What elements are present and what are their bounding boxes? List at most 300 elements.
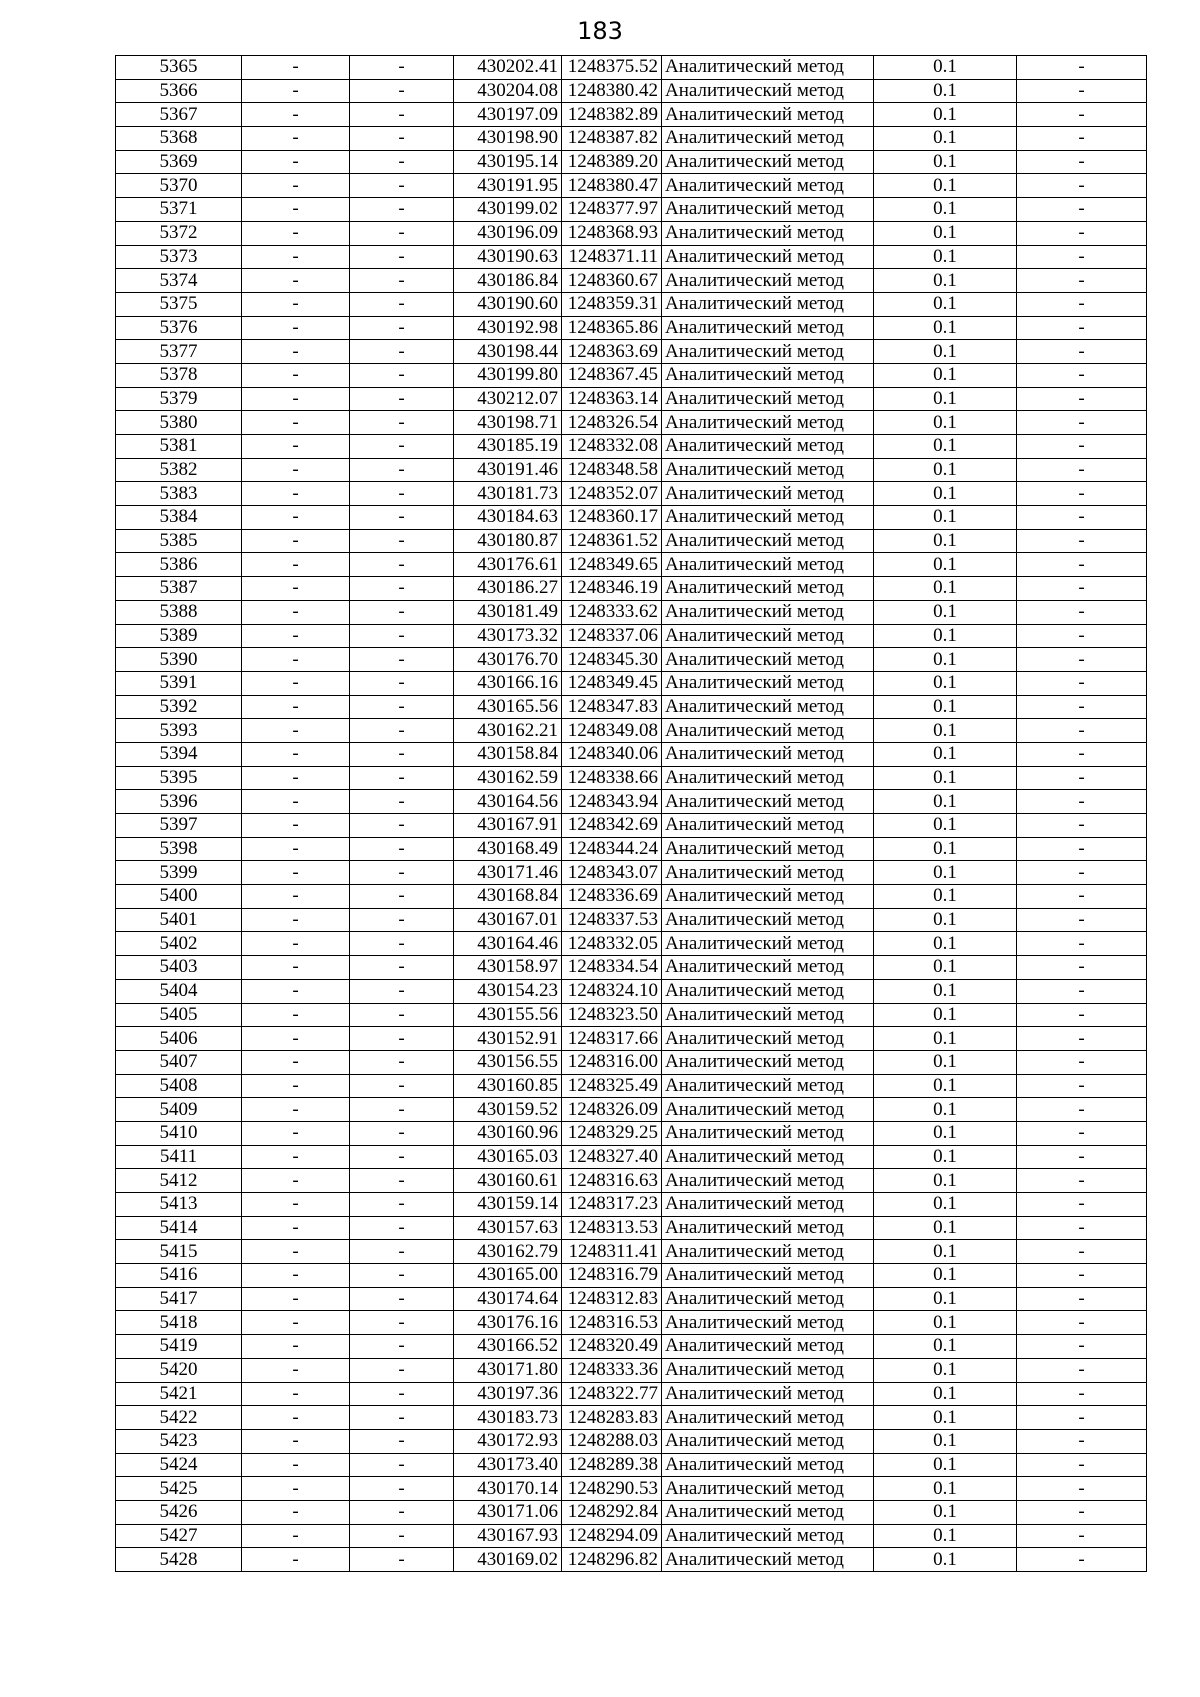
dash-cell: -	[350, 766, 454, 790]
y-coordinate-cell: 1248317.66	[562, 1027, 662, 1051]
method-cell: Аналитический метод	[662, 742, 874, 766]
dash-cell: -	[242, 482, 350, 506]
table-row	[116, 1429, 1147, 1453]
y-coordinate-cell: 1248340.06	[562, 742, 662, 766]
method-cell: Аналитический метод	[662, 363, 874, 387]
accuracy-cell: 0.1	[874, 1027, 1017, 1051]
accuracy-cell: 0.1	[874, 506, 1017, 530]
method-cell: Аналитический метод	[662, 482, 874, 506]
accuracy-cell: 0.1	[874, 932, 1017, 956]
method-cell: Аналитический метод	[662, 1074, 874, 1098]
x-coordinate-cell: 430190.63	[454, 245, 562, 269]
point-number-cell: 5413	[116, 1193, 242, 1217]
dash-cell: -	[350, 1121, 454, 1145]
dash-cell: -	[1017, 1429, 1147, 1453]
dash-cell: -	[1017, 1027, 1147, 1051]
x-coordinate-cell: 430165.03	[454, 1145, 562, 1169]
method-cell: Аналитический метод	[662, 1240, 874, 1264]
accuracy-cell: 0.1	[874, 979, 1017, 1003]
dash-cell: -	[1017, 56, 1147, 80]
accuracy-cell: 0.1	[874, 1453, 1017, 1477]
accuracy-cell: 0.1	[874, 861, 1017, 885]
x-coordinate-cell: 430167.01	[454, 908, 562, 932]
table-row	[116, 695, 1147, 719]
x-coordinate-cell: 430176.61	[454, 553, 562, 577]
method-cell: Аналитический метод	[662, 1500, 874, 1524]
dash-cell: -	[242, 1500, 350, 1524]
dash-cell: -	[350, 624, 454, 648]
y-coordinate-cell: 1248294.09	[562, 1524, 662, 1548]
dash-cell: -	[350, 435, 454, 459]
accuracy-cell: 0.1	[874, 529, 1017, 553]
dash-cell: -	[1017, 956, 1147, 980]
y-coordinate-cell: 1248323.50	[562, 1003, 662, 1027]
accuracy-cell: 0.1	[874, 482, 1017, 506]
x-coordinate-cell: 430162.21	[454, 719, 562, 743]
point-number-cell: 5407	[116, 1050, 242, 1074]
accuracy-cell: 0.1	[874, 1240, 1017, 1264]
method-cell: Аналитический метод	[662, 814, 874, 838]
point-number-cell: 5388	[116, 600, 242, 624]
method-cell: Аналитический метод	[662, 695, 874, 719]
dash-cell: -	[242, 103, 350, 127]
x-coordinate-cell: 430191.95	[454, 174, 562, 198]
dash-cell: -	[1017, 624, 1147, 648]
dash-cell: -	[242, 363, 350, 387]
table-row	[116, 624, 1147, 648]
table-row	[116, 1548, 1147, 1572]
dash-cell: -	[242, 292, 350, 316]
dash-cell: -	[1017, 127, 1147, 151]
y-coordinate-cell: 1248342.69	[562, 814, 662, 838]
y-coordinate-cell: 1248371.11	[562, 245, 662, 269]
dash-cell: -	[1017, 766, 1147, 790]
accuracy-cell: 0.1	[874, 1382, 1017, 1406]
x-coordinate-cell: 430181.73	[454, 482, 562, 506]
dash-cell: -	[1017, 1311, 1147, 1335]
dash-cell: -	[1017, 885, 1147, 909]
point-number-cell: 5408	[116, 1074, 242, 1098]
point-number-cell: 5392	[116, 695, 242, 719]
x-coordinate-cell: 430155.56	[454, 1003, 562, 1027]
point-number-cell: 5427	[116, 1524, 242, 1548]
table-row	[116, 1169, 1147, 1193]
accuracy-cell: 0.1	[874, 411, 1017, 435]
x-coordinate-cell: 430180.87	[454, 529, 562, 553]
x-coordinate-cell: 430159.14	[454, 1193, 562, 1217]
y-coordinate-cell: 1248332.05	[562, 932, 662, 956]
point-number-cell: 5428	[116, 1548, 242, 1572]
point-number-cell: 5379	[116, 387, 242, 411]
point-number-cell: 5417	[116, 1287, 242, 1311]
point-number-cell: 5400	[116, 885, 242, 909]
dash-cell: -	[1017, 577, 1147, 601]
dash-cell: -	[350, 837, 454, 861]
point-number-cell: 5422	[116, 1406, 242, 1430]
accuracy-cell: 0.1	[874, 1216, 1017, 1240]
dash-cell: -	[350, 648, 454, 672]
dash-cell: -	[1017, 506, 1147, 530]
accuracy-cell: 0.1	[874, 269, 1017, 293]
point-number-cell: 5412	[116, 1169, 242, 1193]
dash-cell: -	[242, 1169, 350, 1193]
accuracy-cell: 0.1	[874, 908, 1017, 932]
accuracy-cell: 0.1	[874, 624, 1017, 648]
x-coordinate-cell: 430164.46	[454, 932, 562, 956]
dash-cell: -	[242, 1311, 350, 1335]
method-cell: Аналитический метод	[662, 553, 874, 577]
table-row	[116, 458, 1147, 482]
dash-cell: -	[350, 1382, 454, 1406]
accuracy-cell: 0.1	[874, 1500, 1017, 1524]
dash-cell: -	[1017, 411, 1147, 435]
dash-cell: -	[350, 1453, 454, 1477]
table-row	[116, 1240, 1147, 1264]
dash-cell: -	[350, 292, 454, 316]
dash-cell: -	[350, 1335, 454, 1359]
dash-cell: -	[242, 1524, 350, 1548]
accuracy-cell: 0.1	[874, 1358, 1017, 1382]
y-coordinate-cell: 1248367.45	[562, 363, 662, 387]
accuracy-cell: 0.1	[874, 340, 1017, 364]
method-cell: Аналитический метод	[662, 1477, 874, 1501]
dash-cell: -	[242, 624, 350, 648]
y-coordinate-cell: 1248338.66	[562, 766, 662, 790]
dash-cell: -	[242, 506, 350, 530]
x-coordinate-cell: 430181.49	[454, 600, 562, 624]
accuracy-cell: 0.1	[874, 1145, 1017, 1169]
accuracy-cell: 0.1	[874, 56, 1017, 80]
x-coordinate-cell: 430165.00	[454, 1264, 562, 1288]
method-cell: Аналитический метод	[662, 1193, 874, 1217]
table-row	[116, 245, 1147, 269]
dash-cell: -	[350, 1264, 454, 1288]
point-number-cell: 5385	[116, 529, 242, 553]
dash-cell: -	[242, 316, 350, 340]
table-row	[116, 932, 1147, 956]
y-coordinate-cell: 1248377.97	[562, 198, 662, 222]
dash-cell: -	[1017, 1500, 1147, 1524]
table-row	[116, 861, 1147, 885]
dash-cell: -	[350, 577, 454, 601]
dash-cell: -	[242, 1145, 350, 1169]
y-coordinate-cell: 1248336.69	[562, 885, 662, 909]
accuracy-cell: 0.1	[874, 814, 1017, 838]
y-coordinate-cell: 1248337.06	[562, 624, 662, 648]
dash-cell: -	[1017, 814, 1147, 838]
dash-cell: -	[242, 458, 350, 482]
point-number-cell: 5397	[116, 814, 242, 838]
dash-cell: -	[1017, 932, 1147, 956]
method-cell: Аналитический метод	[662, 1264, 874, 1288]
x-coordinate-cell: 430154.23	[454, 979, 562, 1003]
y-coordinate-cell: 1248327.40	[562, 1145, 662, 1169]
point-number-cell: 5394	[116, 742, 242, 766]
y-coordinate-cell: 1248360.67	[562, 269, 662, 293]
dash-cell: -	[242, 1193, 350, 1217]
method-cell: Аналитический метод	[662, 150, 874, 174]
point-number-cell: 5414	[116, 1216, 242, 1240]
point-number-cell: 5390	[116, 648, 242, 672]
y-coordinate-cell: 1248288.03	[562, 1429, 662, 1453]
dash-cell: -	[1017, 1335, 1147, 1359]
dash-cell: -	[350, 1287, 454, 1311]
point-number-cell: 5368	[116, 127, 242, 151]
accuracy-cell: 0.1	[874, 790, 1017, 814]
dash-cell: -	[350, 790, 454, 814]
method-cell: Аналитический метод	[662, 790, 874, 814]
table-row	[116, 411, 1147, 435]
method-cell: Аналитический метод	[662, 1453, 874, 1477]
accuracy-cell: 0.1	[874, 316, 1017, 340]
point-number-cell: 5378	[116, 363, 242, 387]
dash-cell: -	[1017, 221, 1147, 245]
table-row	[116, 1003, 1147, 1027]
point-number-cell: 5374	[116, 269, 242, 293]
dash-cell: -	[242, 979, 350, 1003]
dash-cell: -	[350, 56, 454, 80]
table-row	[116, 979, 1147, 1003]
point-number-cell: 5418	[116, 1311, 242, 1335]
point-number-cell: 5387	[116, 577, 242, 601]
dash-cell: -	[1017, 1074, 1147, 1098]
dash-cell: -	[350, 340, 454, 364]
x-coordinate-cell: 430170.14	[454, 1477, 562, 1501]
point-number-cell: 5395	[116, 766, 242, 790]
x-coordinate-cell: 430199.80	[454, 363, 562, 387]
y-coordinate-cell: 1248387.82	[562, 127, 662, 151]
dash-cell: -	[242, 553, 350, 577]
y-coordinate-cell: 1248349.65	[562, 553, 662, 577]
dash-cell: -	[350, 908, 454, 932]
method-cell: Аналитический метод	[662, 1358, 874, 1382]
table-row	[116, 742, 1147, 766]
method-cell: Аналитический метод	[662, 1121, 874, 1145]
dash-cell: -	[1017, 292, 1147, 316]
accuracy-cell: 0.1	[874, 671, 1017, 695]
method-cell: Аналитический метод	[662, 1287, 874, 1311]
dash-cell: -	[1017, 1477, 1147, 1501]
accuracy-cell: 0.1	[874, 885, 1017, 909]
method-cell: Аналитический метод	[662, 766, 874, 790]
y-coordinate-cell: 1248322.77	[562, 1382, 662, 1406]
dash-cell: -	[242, 600, 350, 624]
x-coordinate-cell: 430173.32	[454, 624, 562, 648]
point-number-cell: 5423	[116, 1429, 242, 1453]
dash-cell: -	[350, 174, 454, 198]
x-coordinate-cell: 430171.80	[454, 1358, 562, 1382]
dash-cell: -	[242, 174, 350, 198]
x-coordinate-cell: 430165.56	[454, 695, 562, 719]
dash-cell: -	[242, 648, 350, 672]
point-number-cell: 5415	[116, 1240, 242, 1264]
x-coordinate-cell: 430160.96	[454, 1121, 562, 1145]
dash-cell: -	[242, 1050, 350, 1074]
method-cell: Аналитический метод	[662, 1524, 874, 1548]
accuracy-cell: 0.1	[874, 553, 1017, 577]
accuracy-cell: 0.1	[874, 1548, 1017, 1572]
accuracy-cell: 0.1	[874, 435, 1017, 459]
y-coordinate-cell: 1248316.00	[562, 1050, 662, 1074]
y-coordinate-cell: 1248316.53	[562, 1311, 662, 1335]
point-number-cell: 5373	[116, 245, 242, 269]
method-cell: Аналитический метод	[662, 1216, 874, 1240]
dash-cell: -	[350, 150, 454, 174]
table-row	[116, 956, 1147, 980]
x-coordinate-cell: 430166.16	[454, 671, 562, 695]
table-row	[116, 648, 1147, 672]
accuracy-cell: 0.1	[874, 363, 1017, 387]
accuracy-cell: 0.1	[874, 837, 1017, 861]
accuracy-cell: 0.1	[874, 1524, 1017, 1548]
accuracy-cell: 0.1	[874, 600, 1017, 624]
method-cell: Аналитический метод	[662, 1311, 874, 1335]
dash-cell: -	[242, 150, 350, 174]
y-coordinate-cell: 1248349.08	[562, 719, 662, 743]
x-coordinate-cell: 430160.61	[454, 1169, 562, 1193]
dash-cell: -	[1017, 435, 1147, 459]
dash-cell: -	[1017, 861, 1147, 885]
dash-cell: -	[350, 1358, 454, 1382]
dash-cell: -	[242, 1358, 350, 1382]
method-cell: Аналитический метод	[662, 648, 874, 672]
x-coordinate-cell: 430197.36	[454, 1382, 562, 1406]
table-row	[116, 482, 1147, 506]
y-coordinate-cell: 1248290.53	[562, 1477, 662, 1501]
y-coordinate-cell: 1248348.58	[562, 458, 662, 482]
dash-cell: -	[1017, 1287, 1147, 1311]
dash-cell: -	[1017, 174, 1147, 198]
point-number-cell: 5365	[116, 56, 242, 80]
x-coordinate-cell: 430197.09	[454, 103, 562, 127]
y-coordinate-cell: 1248312.83	[562, 1287, 662, 1311]
method-cell: Аналитический метод	[662, 269, 874, 293]
dash-cell: -	[350, 1500, 454, 1524]
x-coordinate-cell: 430196.09	[454, 221, 562, 245]
dash-cell: -	[1017, 1121, 1147, 1145]
x-coordinate-cell: 430168.84	[454, 885, 562, 909]
method-cell: Аналитический метод	[662, 292, 874, 316]
x-coordinate-cell: 430204.08	[454, 79, 562, 103]
accuracy-cell: 0.1	[874, 1477, 1017, 1501]
table-row	[116, 885, 1147, 909]
y-coordinate-cell: 1248326.09	[562, 1098, 662, 1122]
x-coordinate-cell: 430186.27	[454, 577, 562, 601]
dash-cell: -	[350, 1145, 454, 1169]
dash-cell: -	[242, 1406, 350, 1430]
dash-cell: -	[1017, 553, 1147, 577]
point-number-cell: 5389	[116, 624, 242, 648]
y-coordinate-cell: 1248333.62	[562, 600, 662, 624]
dash-cell: -	[1017, 742, 1147, 766]
dash-cell: -	[350, 1429, 454, 1453]
point-number-cell: 5384	[116, 506, 242, 530]
point-number-cell: 5369	[116, 150, 242, 174]
x-coordinate-cell: 430186.84	[454, 269, 562, 293]
method-cell: Аналитический метод	[662, 127, 874, 151]
y-coordinate-cell: 1248344.24	[562, 837, 662, 861]
x-coordinate-cell: 430168.49	[454, 837, 562, 861]
y-coordinate-cell: 1248316.63	[562, 1169, 662, 1193]
point-number-cell: 5402	[116, 932, 242, 956]
method-cell: Аналитический метод	[662, 979, 874, 1003]
y-coordinate-cell: 1248316.79	[562, 1264, 662, 1288]
y-coordinate-cell: 1248349.45	[562, 671, 662, 695]
dash-cell: -	[242, 1453, 350, 1477]
accuracy-cell: 0.1	[874, 292, 1017, 316]
dash-cell: -	[242, 742, 350, 766]
dash-cell: -	[350, 1311, 454, 1335]
point-number-cell: 5383	[116, 482, 242, 506]
accuracy-cell: 0.1	[874, 103, 1017, 127]
dash-cell: -	[350, 1548, 454, 1572]
method-cell: Аналитический метод	[662, 1098, 874, 1122]
method-cell: Аналитический метод	[662, 1429, 874, 1453]
y-coordinate-cell: 1248363.69	[562, 340, 662, 364]
dash-cell: -	[350, 742, 454, 766]
dash-cell: -	[242, 1216, 350, 1240]
table-row	[116, 1524, 1147, 1548]
table-row	[116, 387, 1147, 411]
y-coordinate-cell: 1248337.53	[562, 908, 662, 932]
method-cell: Аналитический метод	[662, 1335, 874, 1359]
table-row	[116, 435, 1147, 459]
dash-cell: -	[1017, 103, 1147, 127]
method-cell: Аналитический метод	[662, 174, 874, 198]
table-row	[116, 174, 1147, 198]
method-cell: Аналитический метод	[662, 387, 874, 411]
method-cell: Аналитический метод	[662, 885, 874, 909]
y-coordinate-cell: 1248324.10	[562, 979, 662, 1003]
method-cell: Аналитический метод	[662, 221, 874, 245]
table-row	[116, 363, 1147, 387]
dash-cell: -	[242, 885, 350, 909]
method-cell: Аналитический метод	[662, 198, 874, 222]
dash-cell: -	[350, 103, 454, 127]
table-row	[116, 150, 1147, 174]
table-row	[116, 908, 1147, 932]
point-number-cell: 5381	[116, 435, 242, 459]
dash-cell: -	[242, 908, 350, 932]
dash-cell: -	[350, 814, 454, 838]
point-number-cell: 5424	[116, 1453, 242, 1477]
y-coordinate-cell: 1248380.47	[562, 174, 662, 198]
y-coordinate-cell: 1248325.49	[562, 1074, 662, 1098]
point-number-cell: 5406	[116, 1027, 242, 1051]
accuracy-cell: 0.1	[874, 742, 1017, 766]
dash-cell: -	[242, 1477, 350, 1501]
accuracy-cell: 0.1	[874, 150, 1017, 174]
dash-cell: -	[242, 340, 350, 364]
dash-cell: -	[242, 1098, 350, 1122]
accuracy-cell: 0.1	[874, 956, 1017, 980]
dash-cell: -	[1017, 671, 1147, 695]
y-coordinate-cell: 1248360.17	[562, 506, 662, 530]
dash-cell: -	[350, 553, 454, 577]
point-number-cell: 5409	[116, 1098, 242, 1122]
dash-cell: -	[1017, 269, 1147, 293]
x-coordinate-cell: 430156.55	[454, 1050, 562, 1074]
table-row	[116, 766, 1147, 790]
dash-cell: -	[350, 79, 454, 103]
dash-cell: -	[242, 529, 350, 553]
y-coordinate-cell: 1248389.20	[562, 150, 662, 174]
point-number-cell: 5382	[116, 458, 242, 482]
x-coordinate-cell: 430172.93	[454, 1429, 562, 1453]
dash-cell: -	[242, 245, 350, 269]
table-row	[116, 529, 1147, 553]
method-cell: Аналитический метод	[662, 861, 874, 885]
